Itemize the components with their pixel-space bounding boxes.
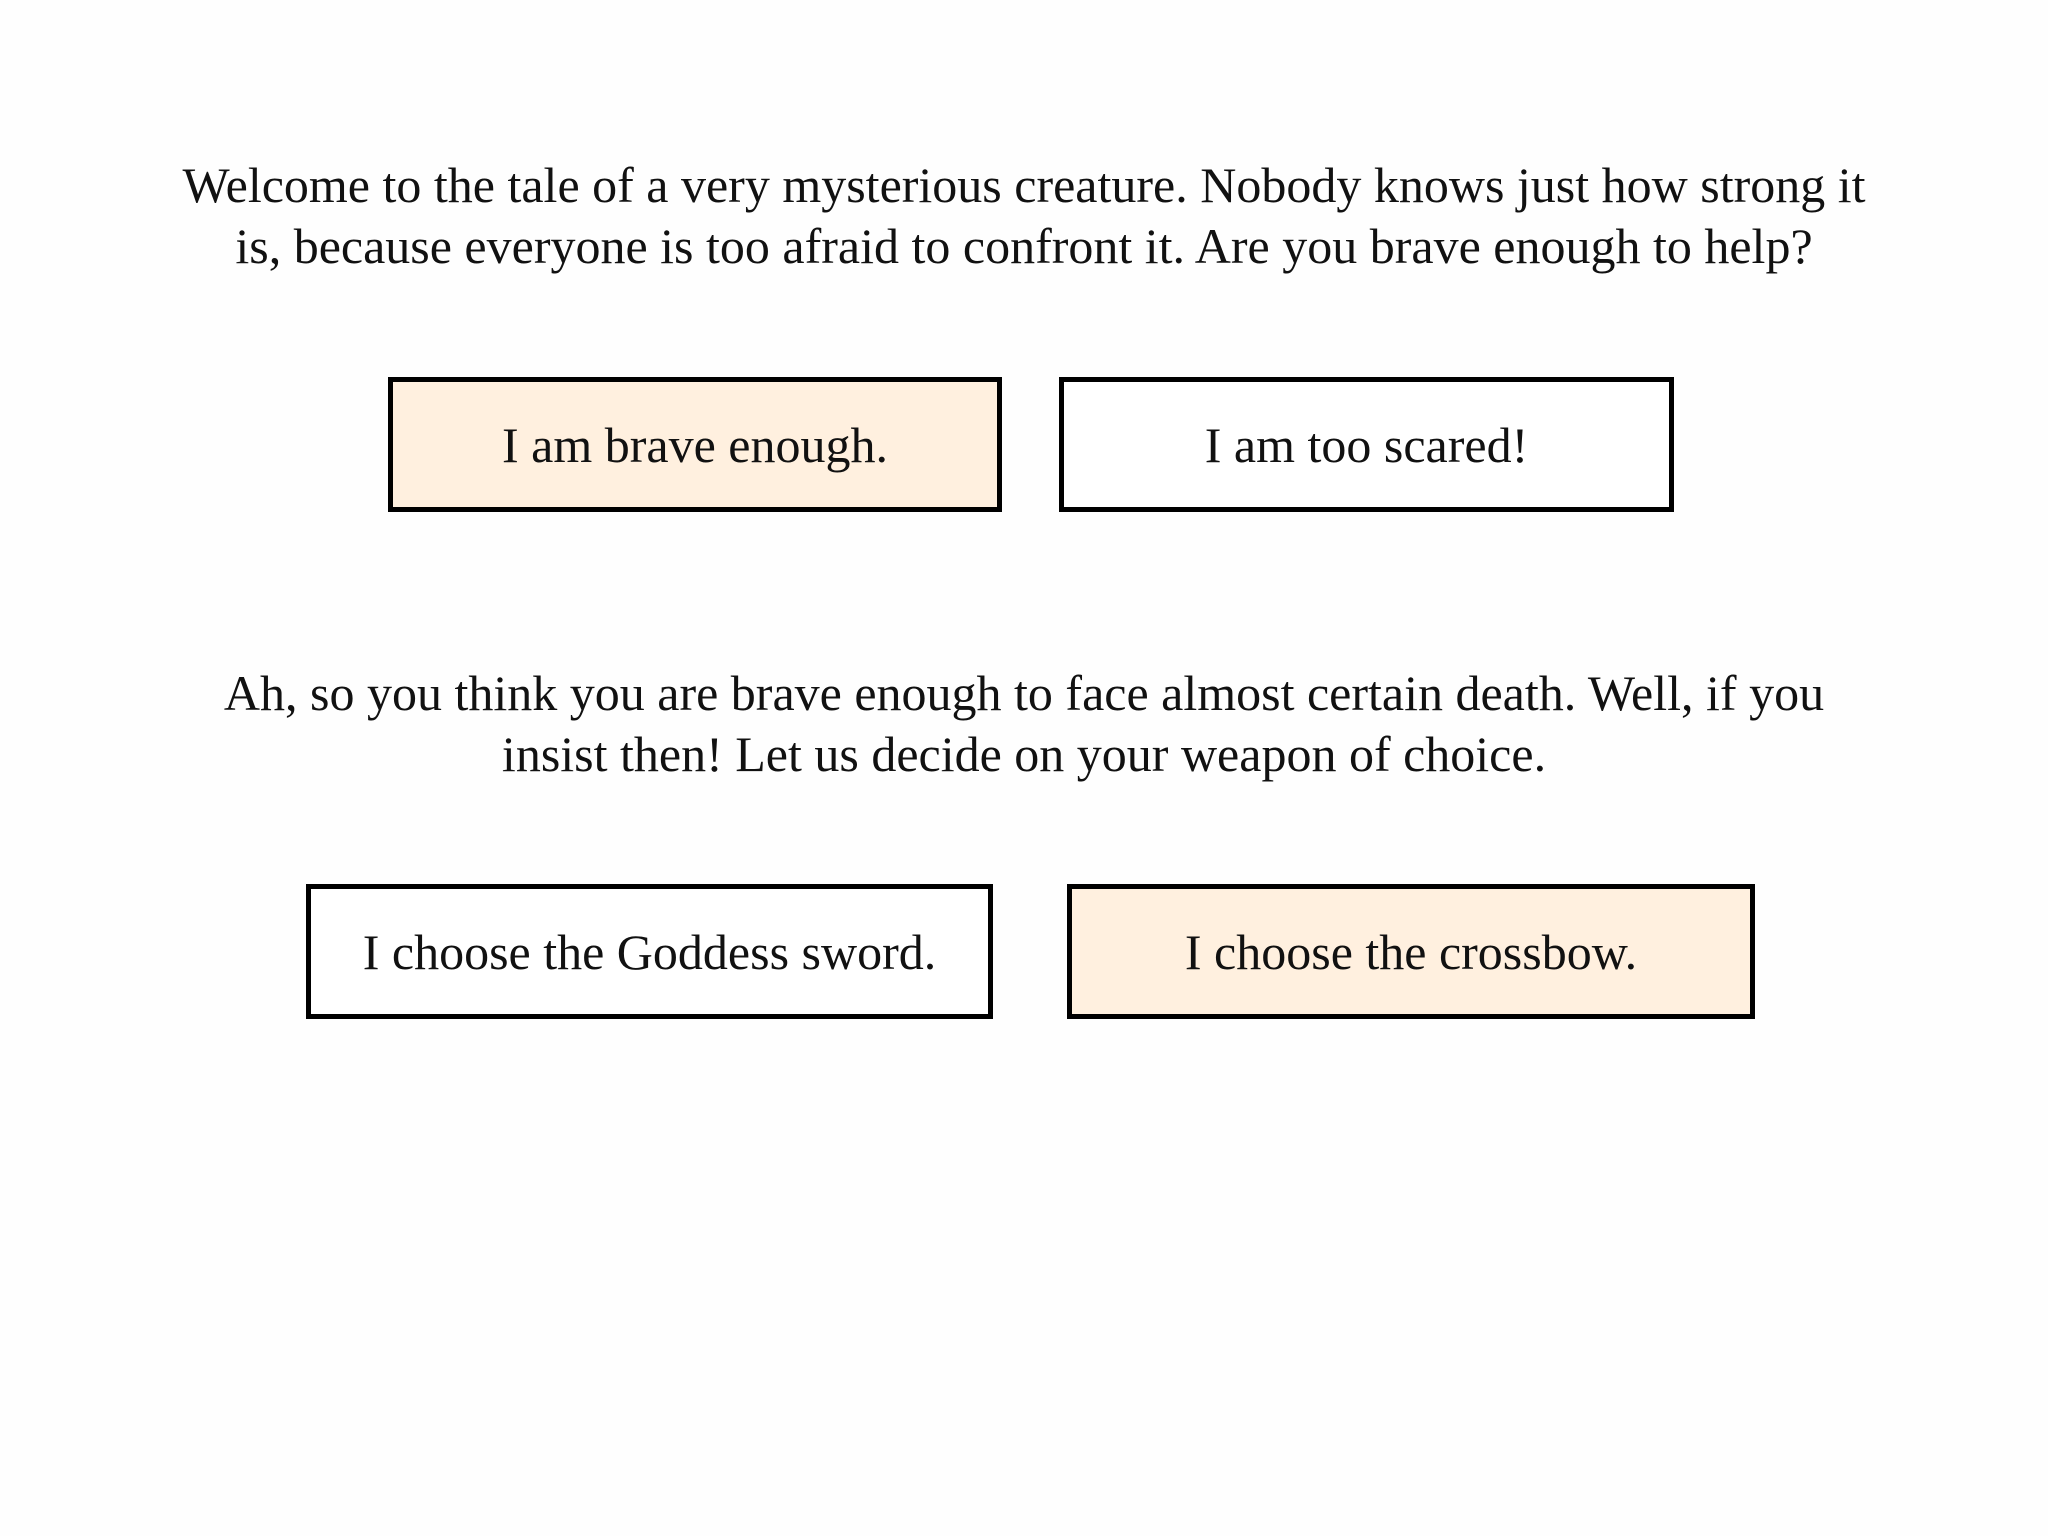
story-intro-line-1: Welcome to the tale of a very mysterious creature. Nobody knows just how strong it <box>182 157 1866 213</box>
goddess-sword-button[interactable] <box>306 884 993 1019</box>
story-intro-text <box>0 155 2048 277</box>
story-followup-text <box>0 663 2048 785</box>
too-scared-label: I am too scared! <box>1204 416 1529 473</box>
goddess-sword-label: I choose the Goddess sword. <box>362 923 937 980</box>
crossbow-label: I choose the crossbow. <box>1184 923 1638 980</box>
brave-enough-label: I am brave enough. <box>502 416 888 473</box>
crossbow-button[interactable] <box>1067 884 1755 1019</box>
story-followup-line-2: insist then! Let us decide on your weapon of choice. <box>501 726 1547 782</box>
too-scared-button[interactable] <box>1059 377 1674 512</box>
story-intro-line-2: is, because everyone is too afraid to confront it. Are you brave enough to help? <box>235 218 1813 274</box>
story-followup-line-1: Ah, so you think you are brave enough to face almost certain death. Well, if you <box>223 665 1825 721</box>
brave-enough-button[interactable] <box>388 377 1002 512</box>
